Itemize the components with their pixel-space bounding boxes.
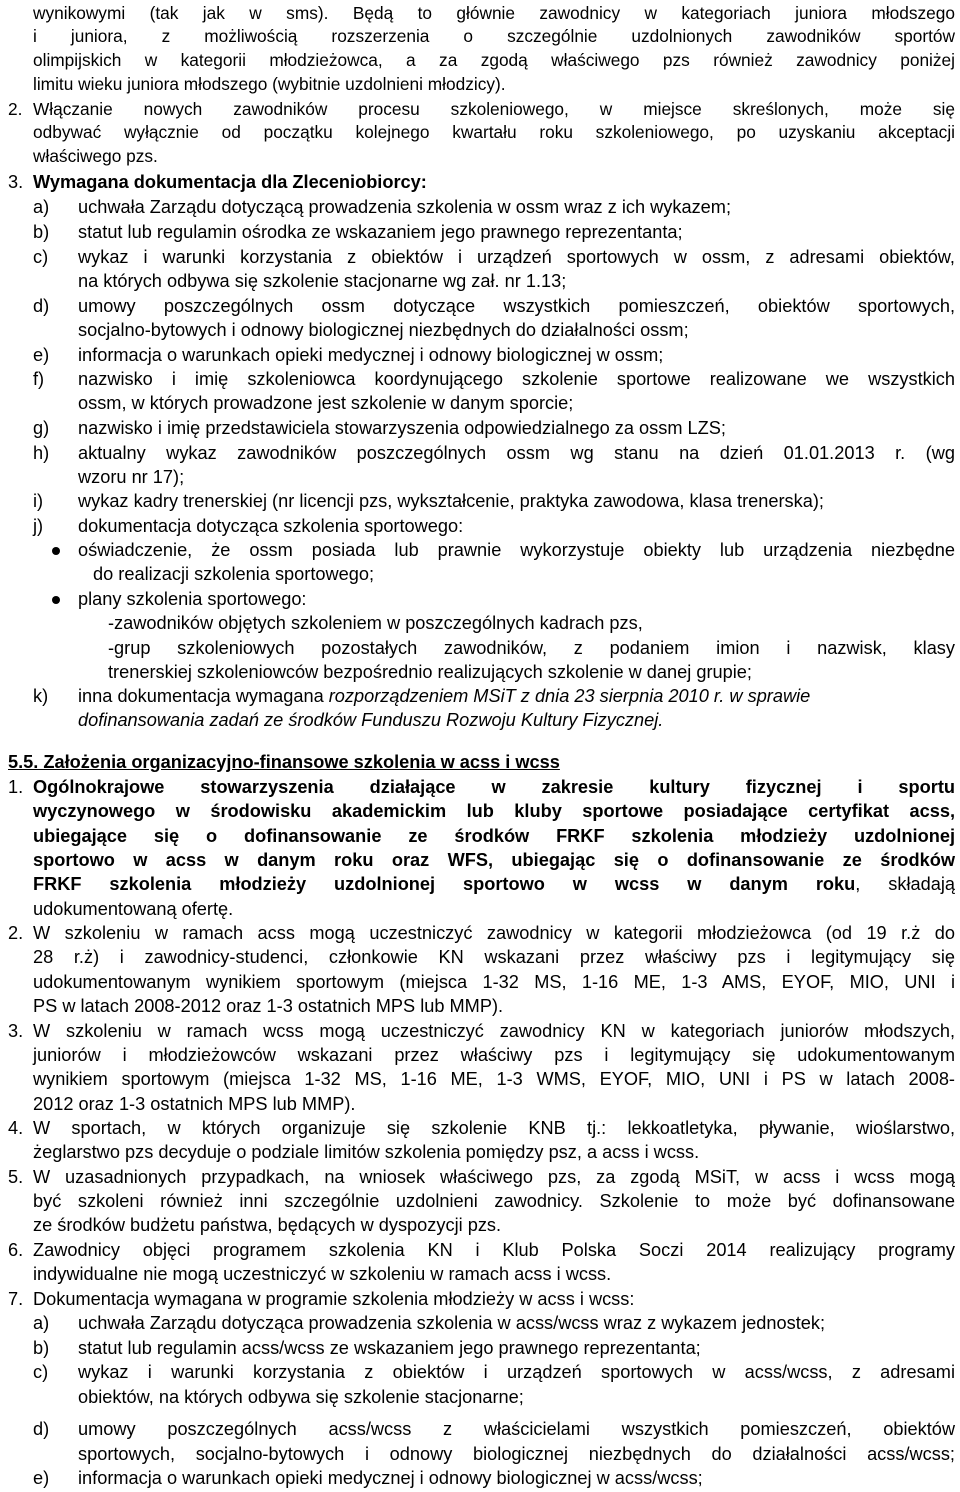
paragraph-line: wyczynowego w środowisku akademickim lub kluby sportowe posiadające certyfikat acss, — [33, 801, 955, 821]
section-heading: 5.5. Założenia organizacyjno-finansowe szkolenia w acss i wcss — [8, 752, 560, 772]
list-item — [78, 685, 810, 708]
list-item: na których odbywa się szkolenie stacjonarne wg zał. nr 1.13; — [78, 271, 567, 291]
list-item: aktualny wykaz zawodników poszczególnych ossm wg stanu na dzień 01.01.2013 r. (wg — [78, 443, 955, 463]
list-letter: h) — [33, 443, 50, 463]
list-item: umowy poszczególnych acss/wcss z właścicielami wszystkich pomieszczeń, obiektów — [78, 1419, 955, 1439]
list-item: umowy poszczególnych ossm dotyczące wszystkich pomieszczeń, obiektów sportowych, — [78, 296, 955, 316]
list-number: 2. — [8, 99, 23, 119]
list-item: dokumentacja dotycząca szkolenia sportowego: — [78, 516, 464, 536]
list-item: informacja o warunkach opieki medycznej i odnowy biologicznej w acss/wcss; — [78, 1468, 703, 1488]
paragraph-line: właściwego pzs. — [33, 146, 158, 166]
list-item: statut lub regulamin ośrodka ze wskazaniem jego prawnego reprezentanta; — [78, 222, 683, 242]
paragraph-line: udokumentowanym wynikiem sportowym (miejsca 1-32 MS, 1-16 ME, 1-3 AMS, EYOF, MIO, UNI i — [33, 972, 955, 992]
list-letter: e) — [33, 1468, 50, 1488]
regulation-reference: dofinansowania zadań ze środków Funduszu Rozwoju Kultury Fizycznej. — [78, 710, 664, 730]
paragraph-line — [33, 873, 955, 896]
paragraph-line: Zawodnicy objęci programem szkolenia KN i Klub Polska Soczi 2014 realizujący programy — [33, 1240, 955, 1260]
paragraph-line: W szkoleniu w ramach wcss mogą uczestniczyć zawodnicy KN w kategoriach juniorów młodszych, — [33, 1021, 955, 1041]
list-letter: d) — [33, 1419, 50, 1439]
paragraph-line: żeglarstwo pzs decyduje o podziale limitów szkolenia pomiędzy psz, a acss i wcss. — [33, 1142, 700, 1162]
list-item: sportowych, socjalno-bytowych i odnowy biologicznej niezbędnych do działalności acss/wcss; — [78, 1444, 955, 1464]
paragraph-line: Włączanie nowych zawodników procesu szkoleniowego, w miejsce skreślonych, może się — [33, 99, 955, 119]
list-number: 6. — [8, 1240, 24, 1260]
plan-line: trenerskiej szkoleniowców bezpośrednio realizujących szkolenie w danej grupie; — [108, 662, 752, 682]
list-item: wykaz kadry trenerskiej (nr licencji pzs, wykształcenie, praktyka zawodowa, klasa trenerska); — [78, 491, 824, 511]
paragraph-line: Ogólnokrajowe stowarzyszenia działające w zakresie kultury fizycznej i sportu — [33, 777, 955, 797]
list-letter: a) — [33, 197, 50, 217]
paragraph-line: wynikowymi (tak jak w sms). Będą to głównie zawodnicy w kategoriach juniora młodszego — [33, 3, 955, 23]
paragraph-line: i juniora, z możliwością rozszerzenia o szczególnie uzdolnionych zawodników sportów — [33, 26, 955, 46]
bullet-icon — [52, 547, 60, 555]
list-letter: d) — [33, 296, 50, 316]
paragraph-line: być szkoleni również inni szczególnie uzdolnieni zawodnicy. Szkolenie to może być dofinansowane — [33, 1191, 955, 1211]
list-number: 3. — [8, 172, 24, 192]
list-item: nazwisko i imię przedstawiciela stowarzyszenia odpowiedzialnego za ossm LZS; — [78, 418, 726, 438]
list-number: 7. — [8, 1289, 24, 1309]
list-item: nazwisko i imię szkoleniowca koordynującego szkolenie sportowe realizowane we wszystkich — [78, 369, 955, 389]
list-number: 1. — [8, 777, 24, 797]
paragraph-line: ze środków budżetu państwa, będących w dyspozycji pzs. — [33, 1215, 502, 1235]
list-number: 4. — [8, 1118, 24, 1138]
bullet-icon — [52, 596, 60, 604]
list-letter: j) — [33, 516, 44, 536]
list-letter: c) — [33, 1362, 49, 1382]
list-number: 2. — [8, 923, 24, 943]
list-item: ossm, w których prowadzone jest szkolenie w danym sporcie; — [78, 393, 574, 413]
regulation-reference: rozporządzeniem MSiT z dnia 23 sierpnia 2010 r. w sprawie — [328, 686, 811, 706]
list-letter: k) — [33, 686, 49, 706]
paragraph-line: 2012 oraz 1-3 ostatnich MPS lub MMP). — [33, 1094, 356, 1114]
list-number: 3. — [8, 1021, 24, 1041]
paragraph-line: ubiegające się o dofinansowanie ze środków FRKF szkolenia młodzieży uzdolnionej — [33, 826, 955, 846]
list-item: obiektów, na których odbywa się szkolenie stacjonarne; — [78, 1387, 524, 1407]
paragraph-line: W uzasadnionych przypadkach, na wniosek właściwego pzs, za zgodą MSiT, w acss i wcss mogą — [33, 1167, 955, 1187]
list-item: informacja o warunkach opieki medycznej i odnowy biologicznej w ossm; — [78, 345, 664, 365]
paragraph-line: indywidualne nie mogą uczestniczyć w szkoleniu w ramach acss i wcss. — [33, 1264, 612, 1284]
list-letter: f) — [33, 369, 45, 389]
paragraph-line: juniorów i młodzieżowców wskazani przez właściwy pzs i legitymujący się udokumentowanym — [33, 1045, 955, 1065]
list-item: socjalno-bytowych i odnowy biologicznej niezbędnych do działalności ossm; — [78, 320, 689, 340]
paragraph-line: odbywać wyłącznie od początku kolejnego kwartału roku szkoleniowego, po uzyskaniu akceptacji — [33, 122, 955, 142]
paragraph-line: sportowo w acss w danym roku oraz WFS, ubiegając się o dofinansowanie ze środków — [33, 850, 955, 870]
paragraph-bold-text: FRKF szkolenia młodzieży uzdolnionej sportowo w wcss w danym roku — [33, 874, 856, 894]
paragraph-line: udokumentowaną ofertę. — [33, 899, 234, 919]
list-item: uchwała Zarządu dotyczącą prowadzenia szkolenia w ossm wraz z ich wykazem; — [78, 197, 732, 217]
paragraph-line: W sportach, w których organizuje się szkolenie KNB tj.: lekkoatletyka, pływanie, wioślarstwo, — [33, 1118, 955, 1138]
paragraph-line: Dokumentacja wymagana w programie szkolenia młodzieży w acss i wcss: — [33, 1289, 635, 1309]
list-number: 5. — [8, 1167, 24, 1187]
list-item: wzoru nr 17); — [78, 467, 185, 487]
bullet-item: plany szkolenia sportowego: — [78, 589, 307, 609]
paragraph-line: wynikiem sportowym (miejsca 1-32 MS, 1-16 ME, 1-3 WMS, EYOF, MIO, UNI i PS w latach 2008- — [33, 1069, 955, 1089]
list-letter: c) — [33, 247, 49, 267]
list-item: statut lub regulamin acss/wcss ze wskazaniem jego prawnego reprezentanta; — [78, 1338, 701, 1358]
bullet-item: oświadczenie, że ossm posiada lub prawnie wykorzystuje obiekty lub urządzenia niezbędne — [78, 540, 955, 560]
paragraph-line: W szkoleniu w ramach acss mogą uczestniczyć zawodnicy w kategorii młodzieżowca (od 19 r.ż do — [33, 923, 955, 943]
list-letter: e) — [33, 345, 50, 365]
section-heading: Wymagana dokumentacja dla Zleceniobiorcy: — [33, 172, 427, 192]
plan-line: -zawodników objętych szkoleniem w poszczególnych kadrach pzs, — [108, 613, 643, 633]
list-letter: b) — [33, 222, 50, 242]
plan-line: -grup szkoleniowych pozostałych zawodników, z podaniem imion i nazwisk, klasy — [108, 638, 955, 658]
paragraph-line: limitu wieku juniora młodszego (wybitnie uzdolnieni młodzicy). — [33, 74, 506, 94]
paragraph-text: , składają — [855, 874, 955, 894]
list-item: uchwała Zarządu dotycząca prowadzenia szkolenia w acss/wcss wraz z wykazem jednostek; — [78, 1313, 826, 1333]
paragraph-line: 28 r.ż) i zawodnicy-studenci, członkowie KN wskazani przez właściwy pzs i legitymujący się — [33, 947, 955, 967]
list-letter: b) — [33, 1338, 50, 1358]
paragraph-line: PS w latach 2008-2012 oraz 1-3 ostatnich MPS lub MMP). — [33, 996, 504, 1016]
list-letter: i) — [33, 491, 44, 511]
list-letter: a) — [33, 1313, 50, 1333]
list-item-text: inna dokumentacja wymagana — [78, 686, 329, 706]
bullet-item: do realizacji szkolenia sportowego; — [93, 564, 375, 584]
list-item: wykaz i warunki korzystania z obiektów i urządzeń sportowych w ossm, z adresami obiektów, — [78, 247, 955, 267]
list-letter: g) — [33, 418, 50, 438]
list-item: wykaz i warunki korzystania z obiektów i urządzeń sportowych w acss/wcss, z adresami — [78, 1362, 955, 1382]
paragraph-line: olimpijskich w kategorii młodzieżowca, a za zgodą właściwego pzs również zawodnicy poniżej — [33, 50, 955, 70]
